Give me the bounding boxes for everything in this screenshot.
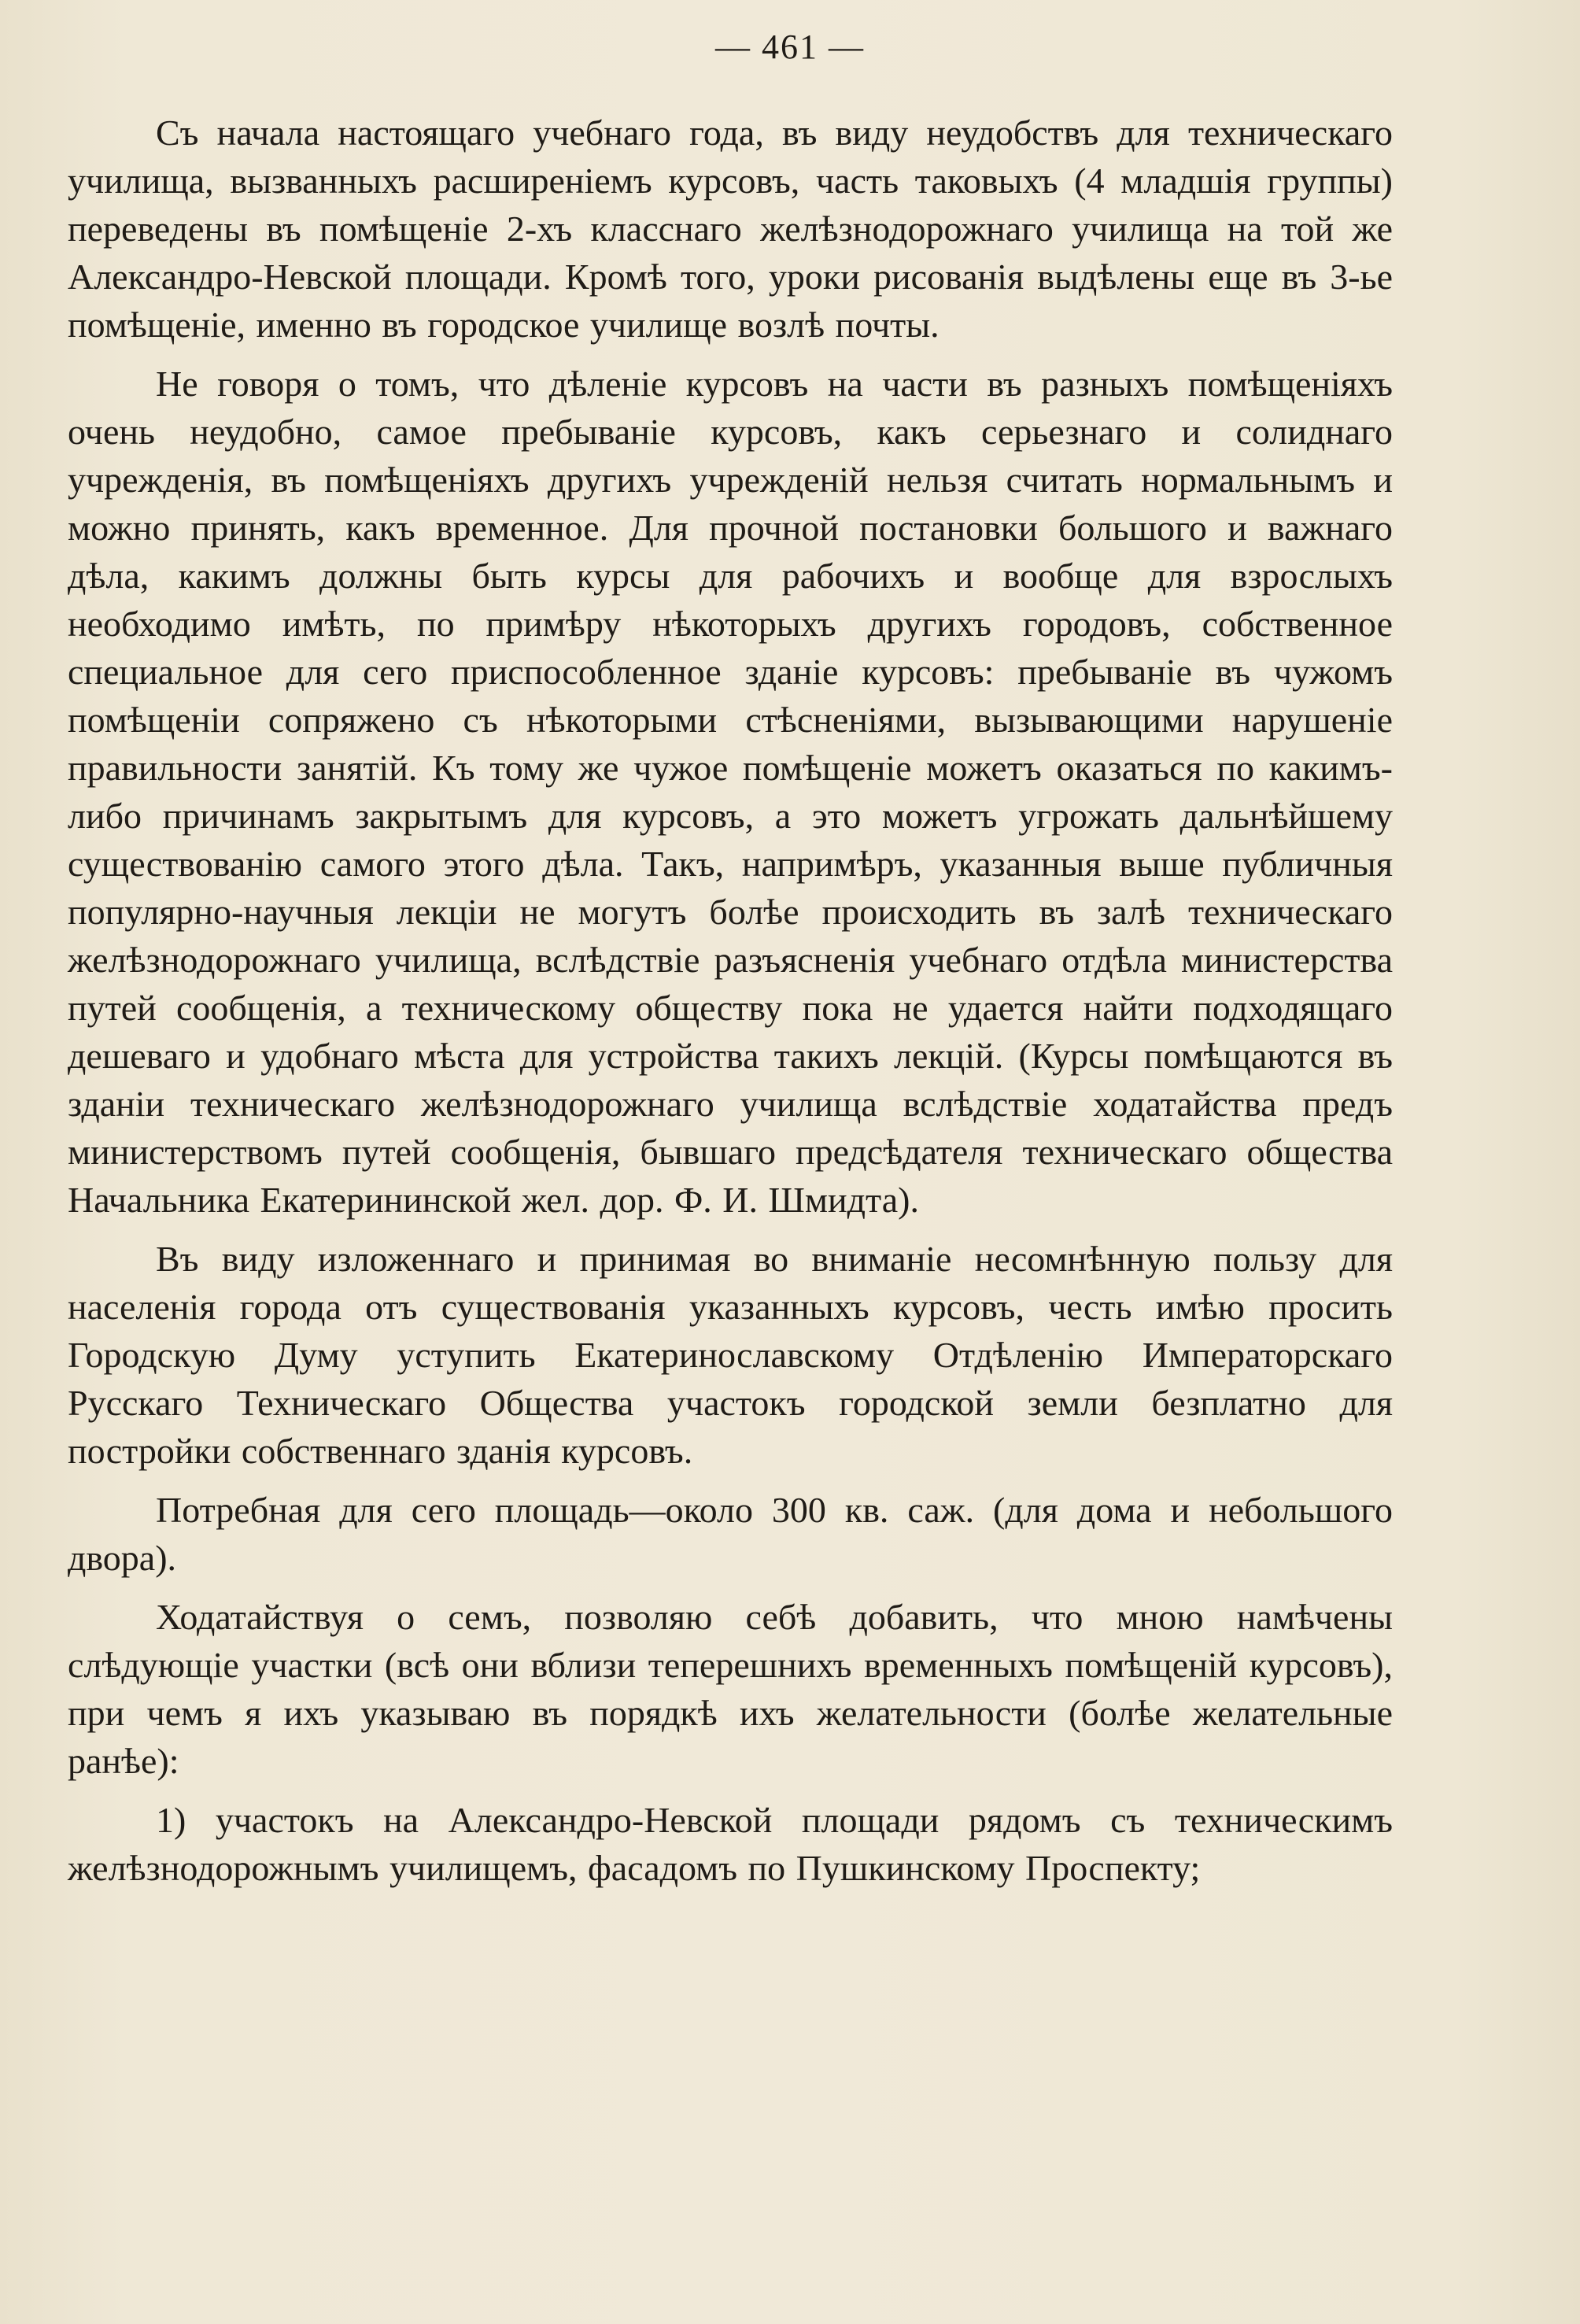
paragraph-2: Не говоря о томъ, что дѣленіе курсовъ на части въ разныхъ помѣщеніяхъ очень неудобно, самое пребываніе курсовъ, какъ серьезнаго и солиднаго учрежденія, въ помѣщеніяхъ другихъ учрежденій нельзя считать нормальнымъ и можно принять, какъ временное. Для прочной постановки большого и важнаго дѣла, какимъ должны быть курсы для рабочихъ и вообще для взрослыхъ необходимо имѣть, по примѣру нѣкоторыхъ другихъ городовъ, собственное специальное для сего приспособленное зданіе курсовъ: пребываніе въ чужомъ помѣщеніи сопряжено съ нѣкоторыми стѣсненіями, вызывающими нарушеніе правильности занятій. Къ тому же чужое помѣщеніе можетъ оказаться по какимъ-либо причинамъ закрытымъ для курсовъ, а это можетъ угрожать дальнѣйшему существованію самого этого дѣла. Такъ, напримѣръ, указанныя выше публичныя популярно-научныя лекціи не могутъ болѣе происходить въ залѣ техническаго желѣзнодорожнаго училища, вслѣдствіе разъясненія учебнаго отдѣла министерства путей сообщенія, а техническому обществу пока не удается найти подходящаго дешеваго и удобнаго мѣста для устройства такихъ лекцій. (Курсы помѣщаются въ зданіи техническаго желѣзнодорожнаго училища вслѣдствіе ходатайства предъ министерствомъ путей сообщенія, бывшаго предсѣдателя техническаго общества Начальника Екатерининской жел. дор. Ф. И. Шмидта). (68, 364, 1393, 1220)
paragraph-5: Ходатайствуя о семъ, позволяю себѣ добавить, что мною намѣчены слѣдующіе участки (всѣ они вблизи теперешнихъ временныхъ помѣщеній курсовъ), при чемъ я ихъ указываю въ порядкѣ ихъ желательности (болѣе желательные ранѣе): (68, 1597, 1393, 1781)
paragraph-6: 1) участокъ на Александро-Невской площади рядомъ съ техническимъ желѣзнодорожнымъ училищемъ, фасадомъ по Пушкинскому Проспекту; (68, 1800, 1393, 1888)
page-number: — 461 — (715, 28, 865, 66)
paragraph-3: Въ виду изложеннаго и принимая во вниманіе несомнѣнную пользу для населенія города отъ существованія указанныхъ курсовъ, честь имѣю просить Городскую Думу уступить Екатеринославскому Отдѣленію Императорскаго Русскаго Техническаго Общества участокъ городской земли безплатно для постройки собственнаго зданія курсовъ. (68, 1239, 1393, 1471)
paragraph-4: Потребная для сего площадь—около 300 кв. саж. (для дома и небольшого двора). (68, 1490, 1393, 1578)
body-text (68, 109, 1393, 1900)
paragraph-1: Съ начала настоящаго учебнаго года, въ виду неудобствъ для техническаго училища, вызванныхъ расширеніемъ курсовъ, часть таковыхъ (4 младшія группы) переведены въ помѣщеніе 2-хъ класснаго желѣзнодорожнаго училища на той же Александро-Невской площади. Кромѣ того, уроки рисованія выдѣлены еще въ 3-ье помѣщеніе, именно въ городское училище возлѣ почты. (68, 113, 1393, 345)
